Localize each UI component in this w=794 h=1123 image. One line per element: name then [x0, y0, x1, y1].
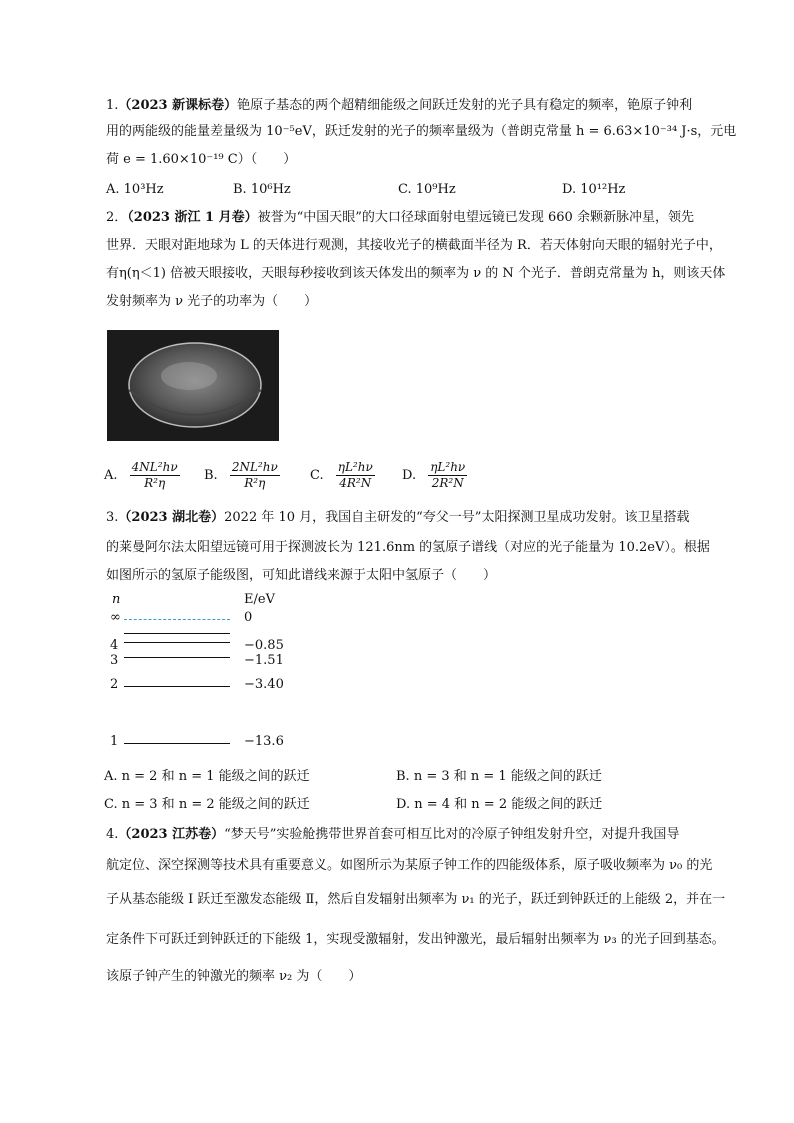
level-n-4: 4 [110, 638, 119, 653]
level-n-1: 1 [110, 734, 119, 749]
level-line-3 [124, 657, 230, 658]
q2-option-a-label: A. [104, 468, 118, 483]
q4-line2: 航定位、深空探测等技术具有重要意义。如图所示为某原子钟工作的四能级体系，原子吸收频率为 ν₀ 的光 [106, 858, 713, 873]
q2-line3: 有η(η＜1) 倍被天眼接收，天眼每秒接收到该天体发出的频率为 ν 的 N 个光子．普朗克常量为 h，则该天体 [106, 266, 726, 281]
q4-line3: 子从基态能级 I 跃迁至激发态能级 Ⅱ，然后自发辐射出频率为 ν₁ 的光子，跃迁到钟跃迁的上能级 2，并在一 [106, 892, 726, 907]
level-e-4: −0.85 [244, 638, 284, 653]
q2-option-c-num: ηL²hν [337, 460, 373, 474]
q1-number: 1. [106, 98, 119, 113]
q2-option-d-den: 2R²N [431, 476, 464, 490]
q1-option-c[interactable]: C. 10⁹Hz [398, 182, 456, 197]
q2-line2: 世界．天眼对距地球为 L 的天体进行观测，其接收光子的横截面半径为 R．若天体射向天眼的辐射光子中， [106, 238, 722, 253]
q2-option-a[interactable] [104, 460, 180, 491]
q4-source: （2023 江苏卷） [118, 827, 225, 842]
level-e-3: −1.51 [244, 653, 284, 668]
level-line-1 [124, 743, 230, 744]
q4-line4: 定条件下可跃迁到钟跃迁的下能级 1，实现受激辐射，发出钟激光，最后辐射出频率为 ν₃ 的光子回到基态。 [106, 932, 725, 947]
q2-option-d[interactable] [402, 460, 467, 491]
q2-option-c-fraction [336, 460, 375, 491]
q2-option-c-label: C. [310, 468, 324, 483]
q2-option-a-fraction [130, 460, 180, 491]
q2-option-b[interactable] [204, 460, 280, 491]
q2-option-d-label: D. [402, 468, 417, 483]
level-line-inf [124, 619, 230, 620]
q3-line2: 的莱曼阿尔法太阳望远镜可用于探测波长为 121.6nm 的氢原子谱线（对应的光子能量为 10.2eV）。根据 [106, 540, 710, 555]
q2-option-b-den: R²η [244, 476, 266, 490]
level-n-3: 3 [110, 653, 119, 668]
q3-option-b[interactable]: B. n = 3 和 n = 1 能级之间的跃迁 [396, 769, 602, 784]
q2-source: （2023 浙江 1 月卷） [127, 210, 258, 225]
q1-option-b[interactable]: B. 10⁶Hz [233, 182, 291, 197]
q2-option-a-num: 4NL²hν [131, 460, 178, 474]
q4-line5: 该原子钟产生的钟激光的频率 ν₂ 为（ ） [106, 969, 362, 984]
q1-source: （2023 新课标卷） [118, 98, 238, 113]
level-n-2: 2 [110, 677, 119, 692]
q3-line3: 如图所示的氢原子能级图，可知此谱线来源于太阳中氢原子（ ） [106, 568, 497, 583]
q2-line1 [106, 208, 694, 228]
q2-number: 2． [106, 210, 128, 225]
q3-option-c[interactable]: C. n = 3 和 n = 2 能级之间的跃迁 [104, 797, 310, 812]
q3-text1: 2022 年 10 月，我国自主研发的“夸父一号”太阳探测卫星成功发射。该卫星搭载 [224, 510, 690, 525]
q1-option-d[interactable]: D. 10¹²Hz [562, 182, 626, 197]
q1-line1 [106, 96, 692, 116]
q2-option-b-fraction [230, 460, 280, 491]
level-e-1: −13.6 [244, 734, 284, 749]
q3-option-d[interactable]: D. n = 4 和 n = 2 能级之间的跃迁 [396, 797, 603, 812]
q2-option-b-label: B. [204, 468, 218, 483]
telescope-photo [107, 330, 279, 441]
q4-text1: “梦天号”实验舱携带世界首套可相互比对的冷原子钟组发射升空，对提升我国导 [224, 827, 680, 842]
level-line-2 [124, 686, 230, 687]
q2-option-d-num: ηL²hν [430, 460, 466, 474]
q1-line3: 荷 e = 1.60×10⁻¹⁹ C）（ ） [106, 152, 297, 167]
q1-text1: 铯原子基态的两个超精细能级之间跃迁发射的光子具有稳定的频率，铯原子钟利 [237, 98, 693, 113]
q1-line2: 用的两能级的能量差量级为 10⁻⁵eV，跃迁发射的光子的频率量级为（普朗克常量 h = 6.63×10⁻³⁴ J·s，元电 [106, 124, 737, 139]
q2-text1: 被誉为“中国天眼”的大口径球面射电望远镜已发现 660 余颗新脉冲星，领先 [257, 210, 694, 225]
q2-option-d-fraction [428, 460, 467, 491]
diagram-n-label: n [112, 592, 121, 607]
q2-line4: 发射频率为 ν 光子的功率为（ ） [106, 294, 318, 309]
level-n-inf: ∞ [110, 610, 121, 625]
q1-option-a[interactable]: A. 10³Hz [106, 182, 164, 197]
level-line-4 [124, 642, 230, 643]
diagram-e-label: E/eV [244, 592, 275, 607]
q4-line1 [106, 825, 679, 845]
q3-line1 [106, 508, 689, 528]
q4-number: 4. [106, 827, 119, 842]
q3-number: 3. [106, 510, 119, 525]
telescope-dish-image [107, 330, 279, 441]
level-e-inf: 0 [244, 610, 253, 625]
level-e-2: −3.40 [244, 677, 284, 692]
level-line-5 [124, 633, 230, 634]
q2-option-c-den: 4R²N [339, 476, 372, 490]
q2-option-a-den: R²η [144, 476, 166, 490]
q3-option-a[interactable]: A. n = 2 和 n = 1 能级之间的跃迁 [104, 769, 310, 784]
hydrogen-energy-level-diagram [100, 592, 300, 752]
q2-option-c[interactable] [310, 460, 375, 491]
q3-source: （2023 湖北卷） [118, 510, 225, 525]
q2-option-b-num: 2NL²hν [231, 460, 278, 474]
